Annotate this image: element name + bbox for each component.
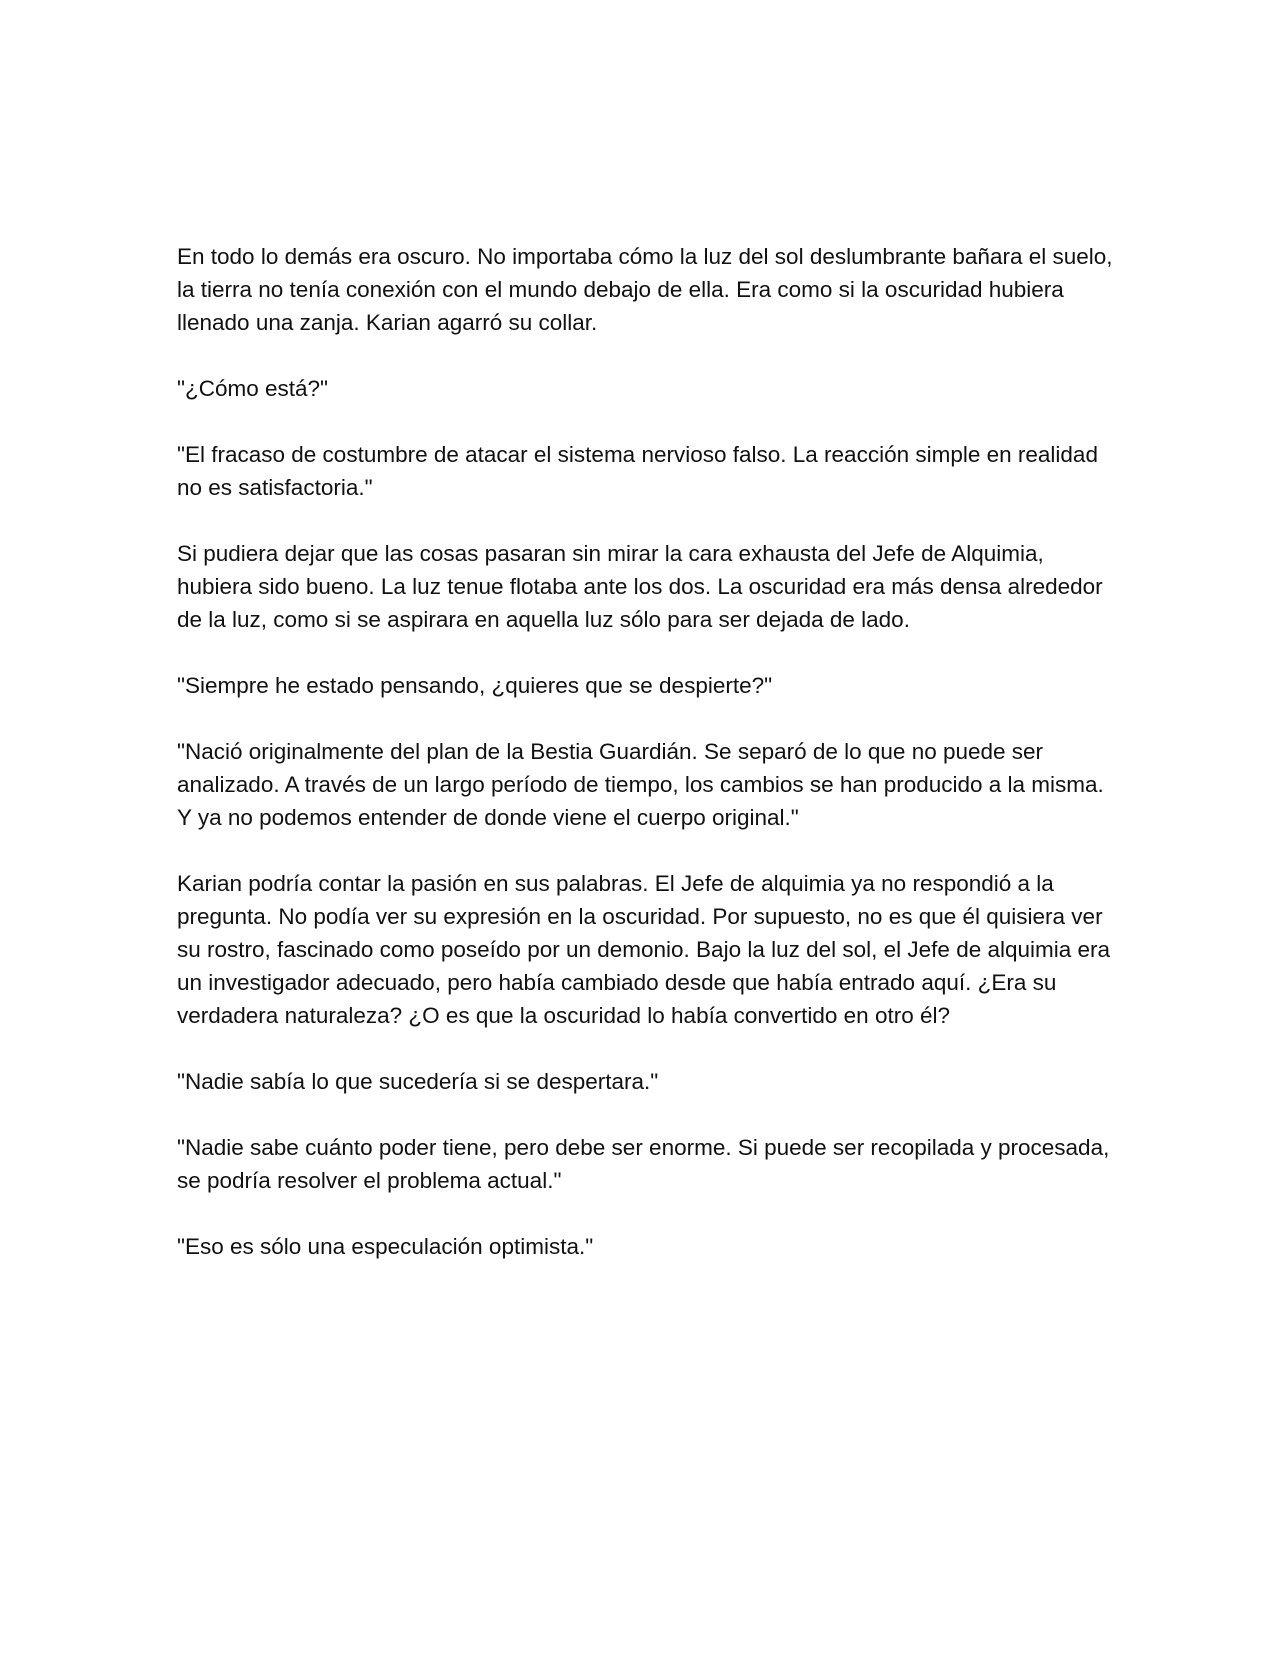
paragraph: Si pudiera dejar que las cosas pasaran sin mirar la cara exhausta del Jefe de Alquimia, hubiera sido bueno. La luz tenue flotaba ante los dos. La oscuridad era más densa alrededor de la luz, como si se aspirara en aquella luz sólo para ser dejada de lado. <box>177 541 1103 632</box>
dialogue-line: "Nadie sabía lo que sucedería si se despertara." <box>177 1069 659 1094</box>
dialogue-line: "El fracaso de costumbre de atacar el sistema nervioso falso. La reacción simple en realidad no es satisfactoria." <box>177 442 1098 500</box>
paragraph: En todo lo demás era oscuro. No importaba cómo la luz del sol deslumbrante bañara el suelo, la tierra no tenía conexión con el mundo debajo de ella. Era como si la oscuridad hubiera llenado una zanja. Karian agarró su collar. <box>177 244 1113 335</box>
dialogue-line: "Siempre he estado pensando, ¿quieres que se despierte?" <box>177 673 773 698</box>
dialogue-line: "Eso es sólo una especulación optimista." <box>177 1234 594 1259</box>
dialogue-line: "Nació originalmente del plan de la Bestia Guardián. Se separó de lo que no puede ser analizado. A través de un largo período de tiempo, los cambios se han producido a la misma. Y ya no podemos entender de donde viene el cuerpo original." <box>177 739 1104 830</box>
document-body <box>177 240 1122 1296</box>
paragraph: Karian podría contar la pasión en sus palabras. El Jefe de alquimia ya no respondió a la pregunta. No podía ver su expresión en la oscuridad. Por supuesto, no es que él quisiera ver su rostro, fascinado como poseído por un demonio. Bajo la luz del sol, el Jefe de alquimia era un investigador adecuado, pero había cambiado desde que había entrado aquí. ¿Era su verdadera naturaleza? ¿O es que la oscuridad lo había convertido en otro él? <box>177 871 1111 1028</box>
dialogue-line: "Nadie sabe cuánto poder tiene, pero debe ser enorme. Si puede ser recopilada y procesada, se podría resolver el problema actual." <box>177 1135 1110 1193</box>
dialogue-line: "¿Cómo está?" <box>177 376 329 401</box>
